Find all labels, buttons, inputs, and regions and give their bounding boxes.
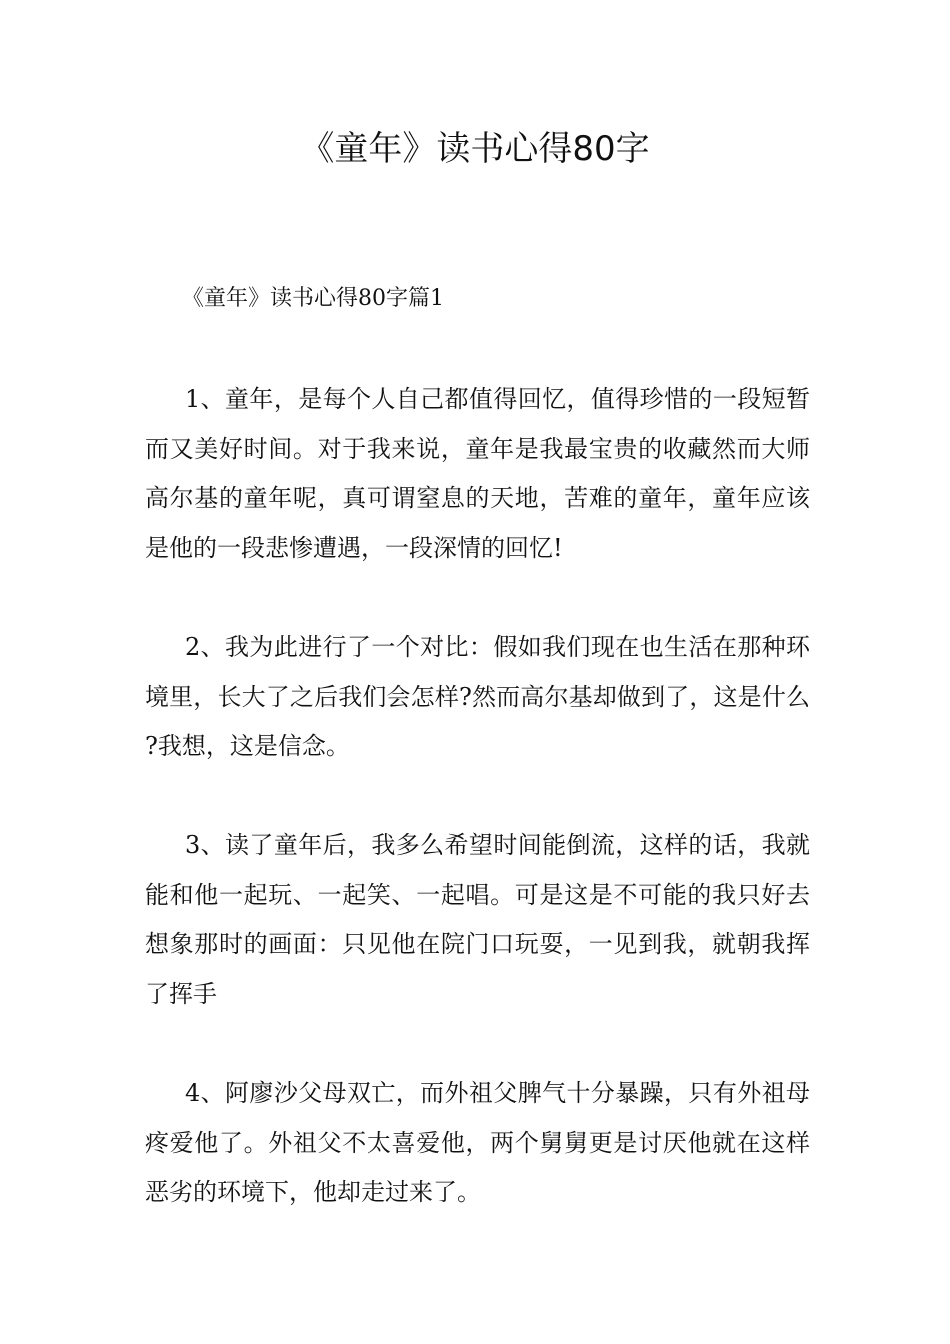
paragraph-1: 1、童年，是每个人自己都值得回忆，值得珍惜的一段短暂而又美好时间。对于我来说，童年是我最宝贵的收藏然而大师高尔基的童年呢，真可谓窒息的天地，苦难的童年，童年应该是他的一段悲惨遭遇，一段深情的回忆!	[145, 385, 810, 562]
paragraph-3: 3、读了童年后，我多么希望时间能倒流，这样的话，我就能和他一起玩、一起笑、一起唱。可是这是不可能的我只好去想象那时的画面：只见他在院门口玩耍，一见到我，就朝我挥了挥手	[145, 831, 810, 1008]
document-title: 《童年》读书心得80字	[300, 129, 650, 169]
paragraph-4: 4、阿廖沙父母双亡，而外祖父脾气十分暴躁，只有外祖母疼爱他了。外祖父不太喜爱他，两个舅舅更是讨厌他就在这样恶劣的环境下，他却走过来了。	[145, 1079, 810, 1206]
paragraph-2: 2、我为此进行了一个对比：假如我们现在也生活在那种环境里，长大了之后我们会怎样?然而高尔基却做到了，这是什么?我想，这是信念。	[145, 633, 810, 760]
section-heading: 《童年》读书心得80字篇1	[182, 286, 444, 311]
